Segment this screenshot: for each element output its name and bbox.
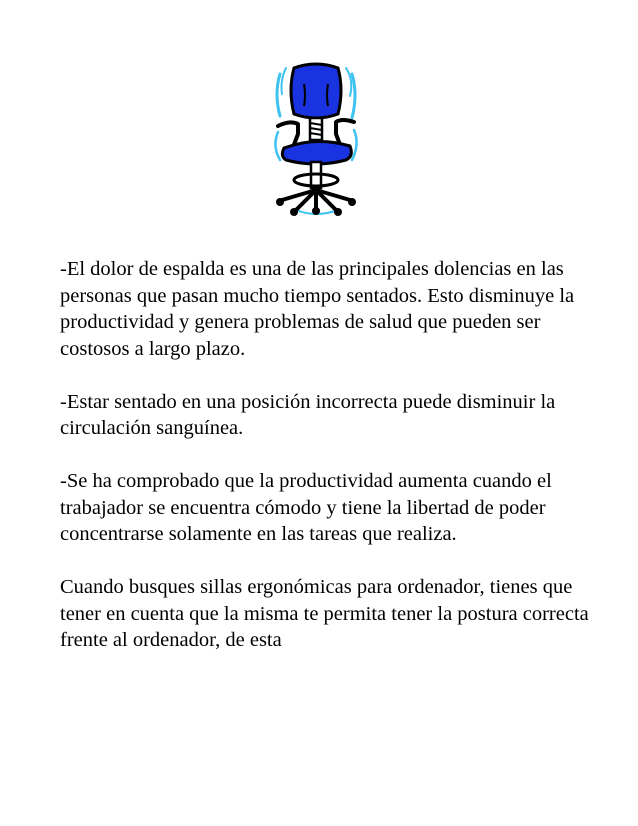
office-chair-icon (266, 60, 366, 220)
body-text (60, 256, 600, 654)
office-chair-illustration (266, 60, 366, 220)
paragraph-circulation: -Estar sentado en una posición incorrecta puede disminuir la circulación sanguínea. (60, 390, 556, 439)
paragraph-back-pain: -El dolor de espalda es una de las principales dolencias en las personas que pasan mucho tiempo sentados. Esto disminuye la productividad y genera problemas de salud que pueden ser costosos a largo plazo. (60, 258, 575, 360)
paragraph-ergonomic-chairs: Cuando busques sillas ergonómicas para ordenador, tienes que tener en cuenta que la misma te permita tener la postura correcta frente al ordenador, de esta (60, 576, 589, 651)
paragraph-productivity: -Se ha comprobado que la productividad aumenta cuando el trabajador se encuentra cómodo y tiene la libertad de poder concentrarse solamente en las tareas que realiza. (60, 470, 552, 545)
